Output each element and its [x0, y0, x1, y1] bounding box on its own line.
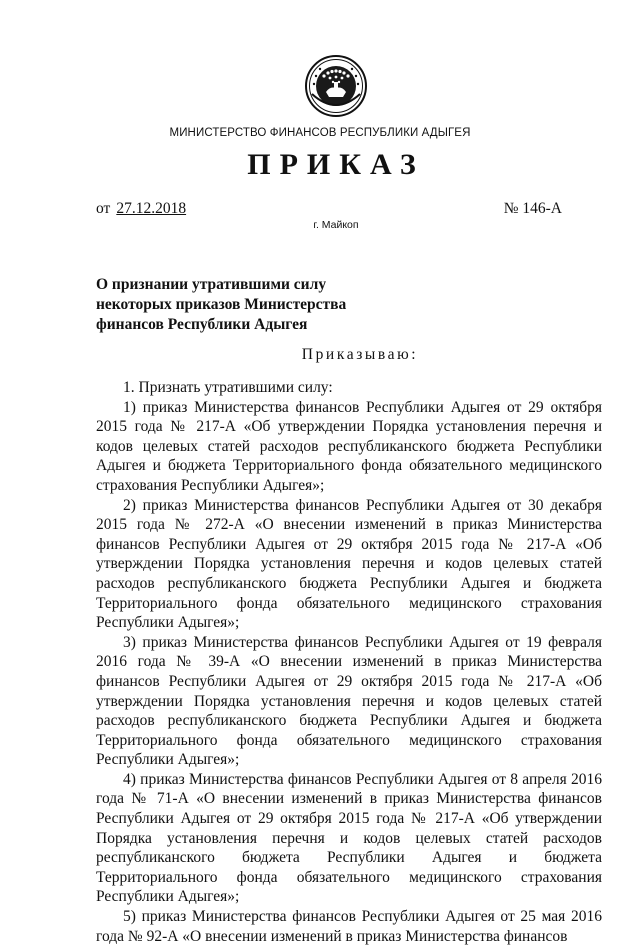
paragraph: 2) приказ Министерства финансов Республики Адыгея от 30 декабря 2015 года № 272-А «О внесении изменений в приказ Министерства финансов Республики Адыгея от 29 октября 2015 года № 217-А «Об утверждении Порядка установления перечня и кодов целевых статей расходов республиканского бюджета Республики Адыгея и бюджета Территориального фонда обязательного медицинского страхования Республики Адыгея»; [96, 496, 602, 632]
paragraph: 1) приказ Министерства финансов Республики Адыгея от 29 октября 2015 года № 217-А «Об утверждении Порядка установления перечня и кодов целевых статей расходов республиканского бюджета Республики Адыгея и бюджета Территориального фонда обязательного медицинского страхования Республики Адыгея»; [96, 398, 602, 494]
paragraph: 3) приказ Министерства финансов Республики Адыгея от 19 февраля 2016 года № 39-А «О внесении изменений в приказ Министерства финансов Республики Адыгея от 29 октября 2015 года № 217-А «Об утверждении Порядка установления перечня и кодов целевых статей расходов республиканского бюджета Республики Адыгея и бюджета Территориального фонда обязательного медицинского страхования Республики Адыгея»; [96, 633, 602, 769]
paragraph: 1. Признать утратившими силу: [123, 379, 333, 396]
document-number: № 146-А [503, 200, 562, 217]
paragraph: 4) приказ Министерства финансов Республики Адыгея от 8 апреля 2016 года № 71-А «О внесении изменений в приказ Министерства финансов Республики Адыгея от 29 октября 2015 года № 217-А «Об утверждении Порядка установления перечня и кодов целевых статей расходов республиканского бюджета Республики Адыгея и бюджета Территориального фонда обязательного медицинского страхования Республики Адыгея»; [96, 770, 602, 906]
order-verb: Приказываю: [301, 346, 419, 363]
coat-of-arms-icon [304, 54, 368, 118]
document-date: 27.12.2018 [116, 200, 187, 217]
ministry-name: МИНИСТЕРСТВО ФИНАНСОВ РЕСПУБЛИКИ АДЫГЕЯ [169, 127, 471, 139]
paragraph: 5) приказ Министерства финансов Республики Адыгея от 25 мая 2016 года № 92-А «О внесении изменений в приказ Министерства финансов [96, 908, 602, 945]
document-subject: О признании утратившими силу некоторых приказов Министерства финансов Республики Адыгея [96, 276, 347, 333]
document-body [96, 378, 602, 946]
document-title: ПРИКАЗ [247, 148, 425, 181]
city: г. Майкоп [313, 219, 359, 231]
date-prefix: от [96, 200, 111, 217]
date-line [96, 200, 186, 218]
